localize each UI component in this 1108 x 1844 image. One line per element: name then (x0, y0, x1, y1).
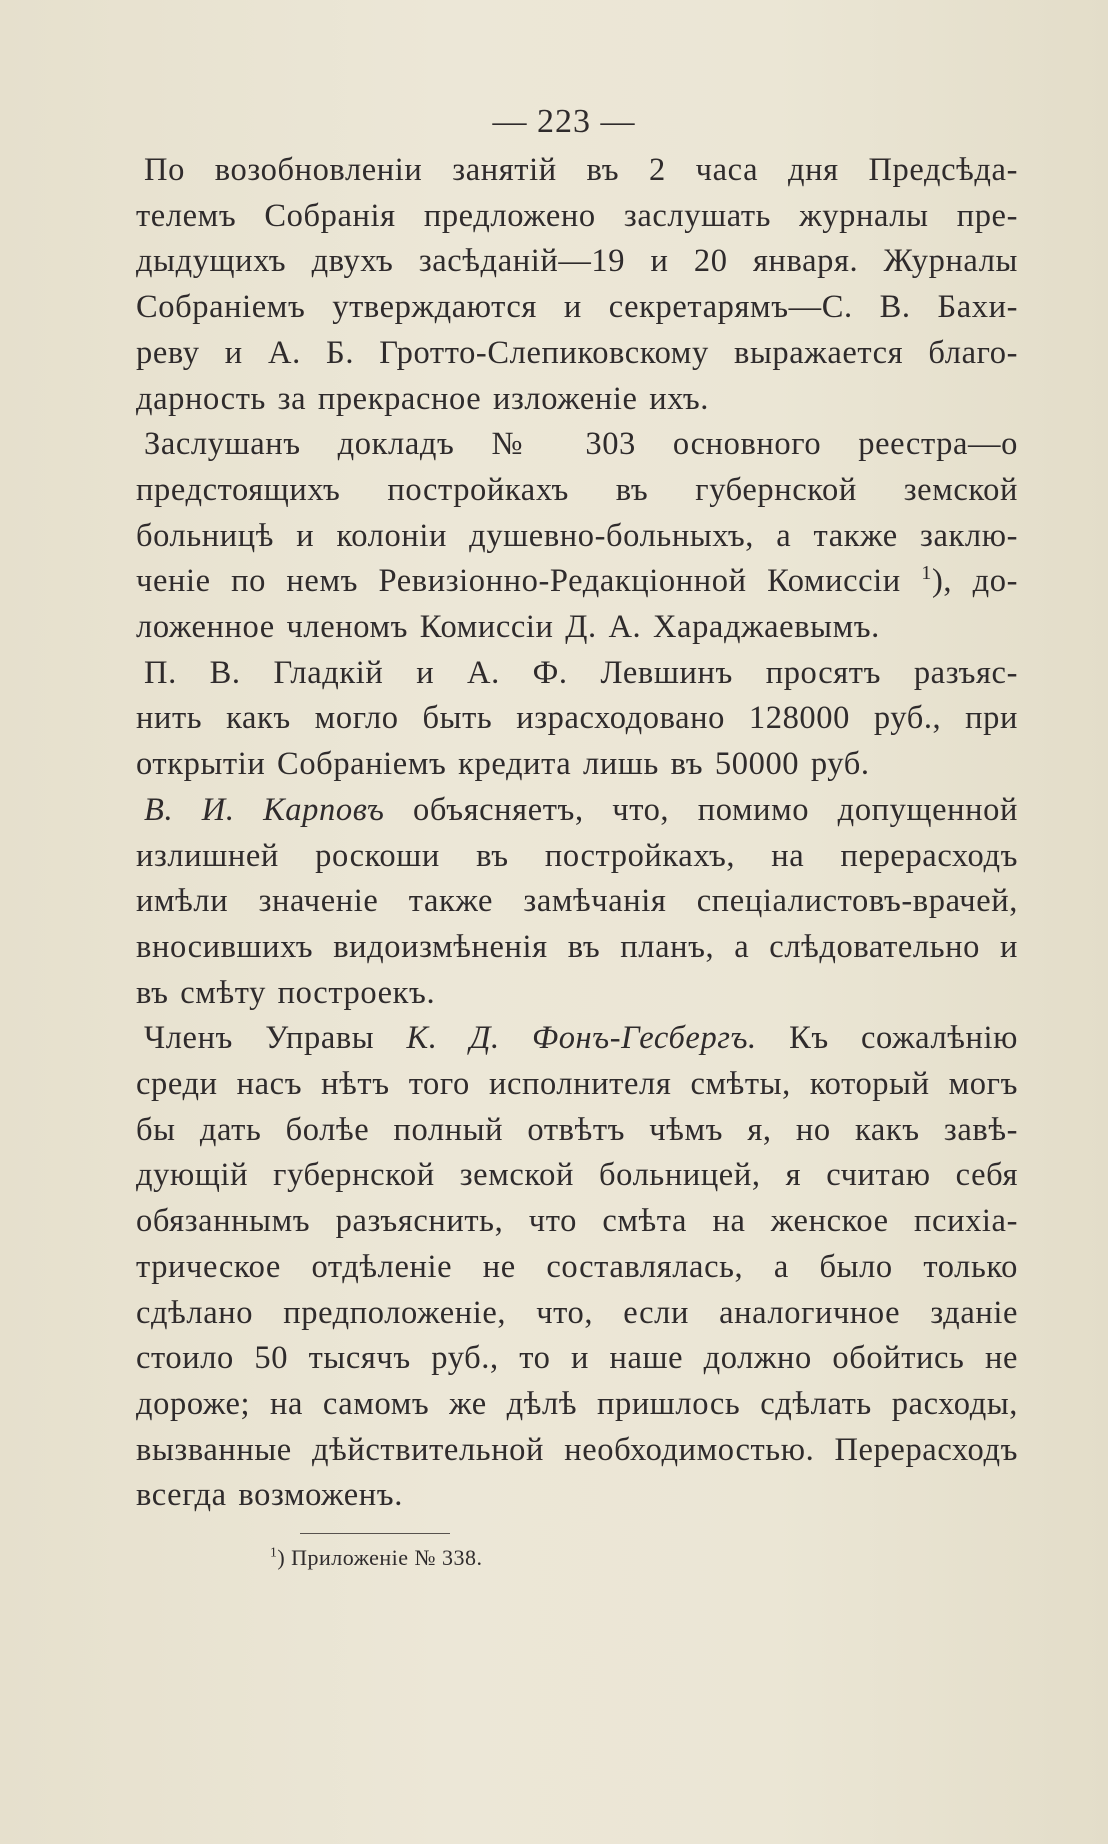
text-line: дующій губернской земской больницей, я считаю себя (136, 1157, 1018, 1194)
text-line: излишней роскоши въ постройкахъ, на перерасходъ (136, 837, 1018, 874)
footnote-text: ) Приложеніе № 338. (277, 1545, 483, 1571)
text-line: сдѣлано предположеніе, что, если аналогичное зданіе (136, 1294, 1018, 1331)
footnote-marker: 1 (270, 1544, 278, 1560)
text-line: Собраніемъ утверждаются и секретарямъ—С. В. Бахи- (136, 289, 1018, 326)
text-segment: ), до- (931, 563, 1019, 600)
text-line: вносившихъ видоизмѣненія въ планъ, а слѣдовательно и (136, 928, 1018, 965)
paragraph-1 (130, 148, 1018, 422)
text-line: дыдущихъ двухъ засѣданій—19 и 20 января. Журналы (136, 243, 1018, 280)
speaker-name: К. Д. Фонъ-Гесбергъ. (406, 1020, 757, 1057)
text-line-with-footnote (130, 559, 1018, 605)
text-line: открытіи Собраніемъ кредита лишь въ 50000 руб. (136, 746, 870, 783)
text-line: стоило 50 тысячъ руб., то и наше должно обойтись не (136, 1340, 1018, 1377)
text-line-with-speaker (130, 1016, 1018, 1062)
text-line: бы дать болѣе полный отвѣтъ чѣмъ я, но какъ завѣ- (136, 1111, 1018, 1148)
page-number: — 223 — (492, 103, 636, 140)
text-line: трическое отдѣленіе не составлялась, а было только (136, 1248, 1018, 1285)
text-line-with-speaker (130, 788, 1018, 834)
text-line: телемъ Собранія предложено заслушать журналы пре- (136, 197, 1018, 234)
text-line: въ смѣту построекъ. (136, 974, 436, 1011)
text-segment: объясняетъ, что, помимо допущенной (413, 791, 1018, 828)
footnote-ref: 1 (921, 562, 932, 585)
text-line: дарность за прекрасное изложеніе ихъ. (136, 380, 710, 417)
text-line: П. В. Гладкій и А. Ф. Левшинъ просятъ разъяс- (144, 654, 1018, 691)
speaker-title: Членъ Управы (144, 1020, 375, 1057)
footnote (270, 1542, 1018, 1574)
paragraph-5 (130, 1016, 1018, 1519)
text-line: нить какъ могло быть израсходовано 128000 руб., при (136, 700, 1018, 737)
text-line: всегда возможенъ. (136, 1477, 403, 1514)
speaker-name: В. И. Карповъ (144, 791, 385, 828)
text-line: Заслушанъ докладъ № 303 основного реестра—о (144, 426, 1018, 463)
paragraph-3 (130, 651, 1018, 788)
text-line: больницѣ и колоніи душевно-больныхъ, а также заклю- (136, 517, 1018, 554)
paragraph-2 (130, 422, 1018, 651)
text-line: предстоящихъ постройкахъ въ губернской земской (136, 471, 1018, 508)
text-line: среди насъ нѣтъ того исполнителя смѣты, который могъ (136, 1066, 1018, 1103)
body-text (130, 148, 1018, 1519)
text-line: обязаннымъ разъяснить, что смѣта на женское психіа- (136, 1203, 1018, 1240)
text-segment: ченіе по немъ Ревизіонно-Редакціонной Комиссіи (136, 563, 901, 600)
footnote-divider (300, 1533, 450, 1534)
text-line: ложенное членомъ Комиссіи Д. А. Хараджаевымъ. (136, 609, 880, 646)
text-line: дороже; на самомъ же дѣлѣ пришлось сдѣлать расходы, (136, 1385, 1018, 1422)
text-segment: Къ сожалѣнію (789, 1020, 1019, 1057)
text-line: По возобновленіи занятій въ 2 часа дня Предсѣда- (144, 152, 1018, 188)
text-line: реву и А. Б. Гротто-Слепиковскому выражается благо- (136, 334, 1018, 371)
text-line: имѣли значеніе также замѣчанія спеціалистовъ-врачей, (136, 883, 1018, 920)
text-line: вызванные дѣйствительной необходимостью. Перерасходъ (136, 1431, 1018, 1468)
paragraph-4 (130, 788, 1018, 1017)
